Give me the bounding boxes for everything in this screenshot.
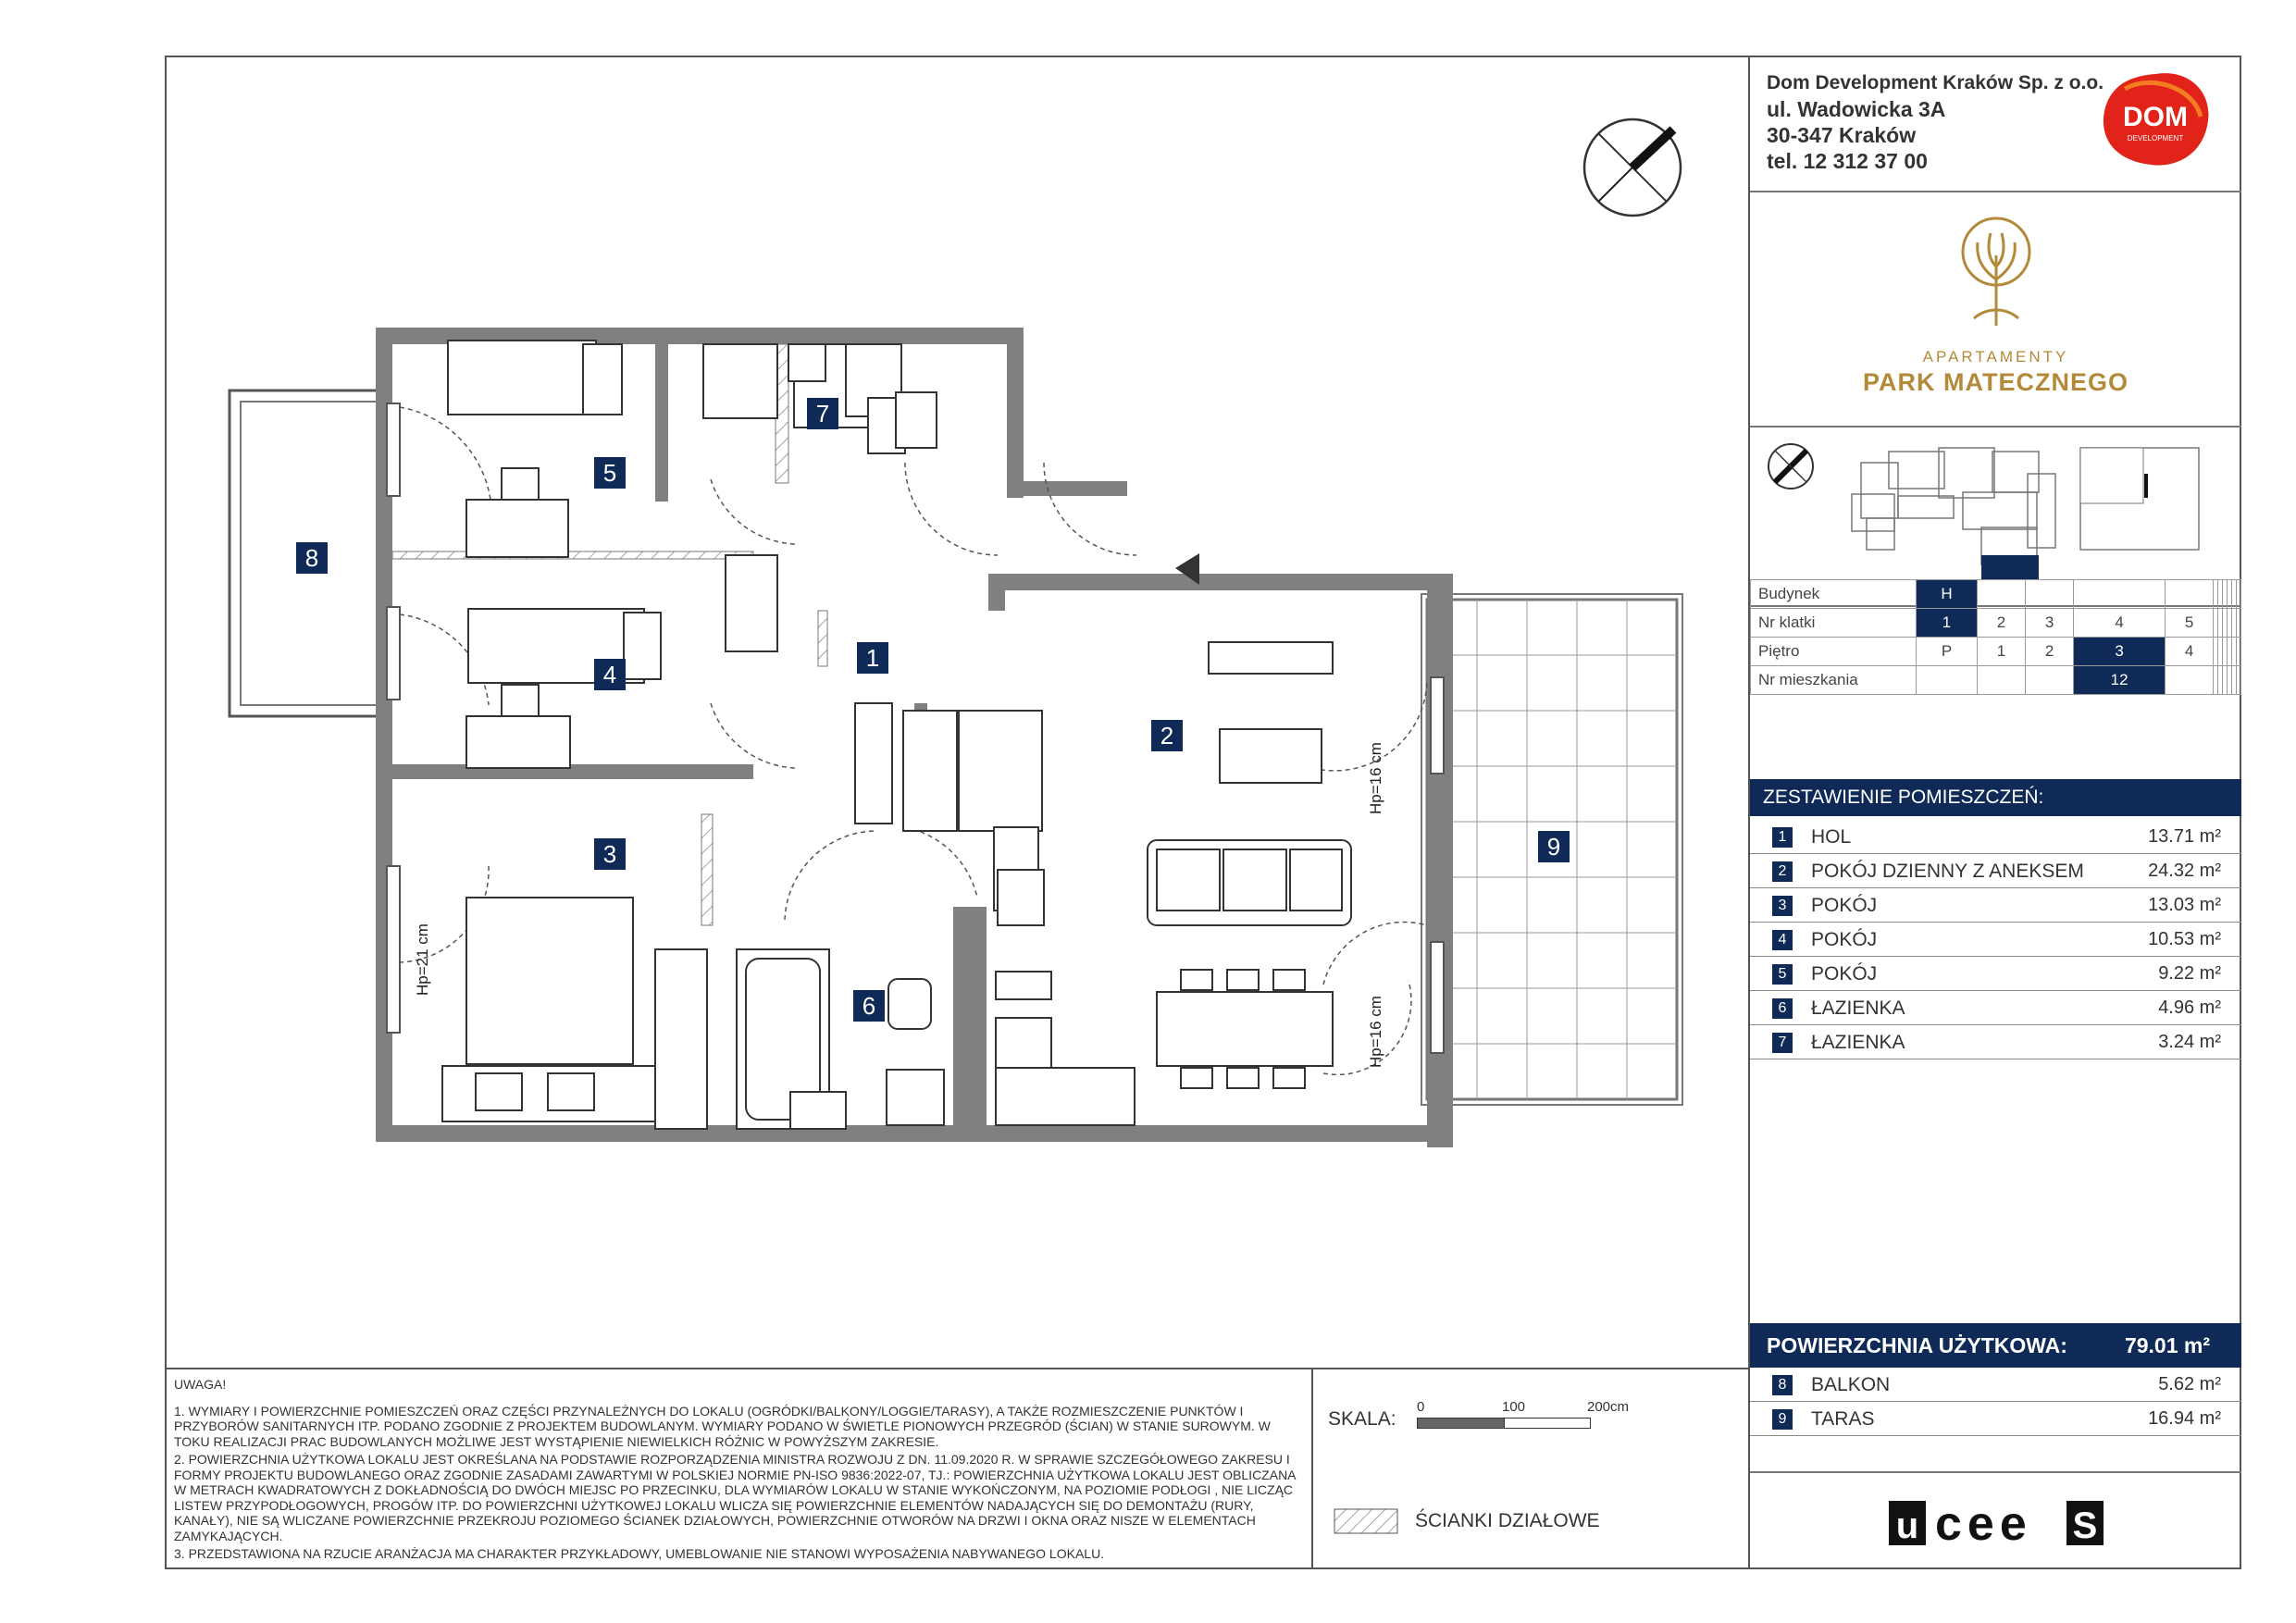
notes-block: [165, 1368, 1313, 1569]
pietro-3: 3: [2074, 638, 2166, 666]
hp-label-2: Hp=16 cm: [1367, 996, 1384, 1068]
plan-label-3: 3: [594, 838, 626, 870]
scale-legend-block: [1313, 1368, 1748, 1569]
klatka-4: 4: [2074, 609, 2166, 638]
dom-development-logo: [2097, 68, 2214, 170]
klatka-label: Nr klatki: [1751, 609, 1917, 638]
location-table: [1750, 579, 2241, 695]
scale-label: SKALA:: [1328, 1408, 1396, 1430]
klatka-5: 5: [2166, 609, 2214, 638]
furniture: [442, 341, 1351, 1129]
plan-label-8: 8: [296, 542, 328, 574]
row-klatka: [1751, 609, 2241, 638]
scale-tick-100: 100: [1502, 1399, 1526, 1415]
extra-row: 8 BALKON 5.62 m²: [1750, 1368, 2241, 1402]
scale-bar-dark: [1417, 1418, 1506, 1429]
plan-label-1: 1: [857, 642, 888, 674]
brand-block: [1750, 192, 2241, 427]
key-plan-north-arrow-icon: [1769, 444, 1813, 489]
company-phone: tel. 12 312 37 00: [1767, 149, 1928, 173]
company-street: ul. Wadowicka 3A: [1767, 97, 1946, 121]
budynek-label: Budynek: [1751, 580, 1917, 609]
plan-label-2: 2: [1151, 720, 1183, 751]
scale-bar-light: [1504, 1418, 1591, 1429]
pietro-1: 1: [1978, 638, 2026, 666]
row-budynek: [1751, 580, 2241, 609]
pietro-2: 2: [2026, 638, 2074, 666]
total-area-label: POWIERZCHNIA UŻYTKOWA:: [1767, 1333, 2067, 1357]
company-info: [1750, 56, 2241, 192]
plan-label-6: 6: [853, 990, 885, 1022]
budynek-value: H: [1917, 580, 1978, 609]
notes-paragraph-2: 2. POWIERZCHNIA UŻYTKOWA LOKALU JEST OKREŚLANA NA PODSTAWIE ROZPORZĄDZENIA MINISTRA ROZWOJU Z DN. 11.09.2020 R. W SPRAWIE SZCZEGÓŁOWEGO ZAKRESU I FORMY PROJEKTU BUDOWLANEGO ORAZ ZGODNIE ZASADAMI ZAWARTYMI W POLSKIEJ NORMIE PN-ISO 9836:2022-07, TJ.: POWIERZCHNIA UŻYTKOWA LOKALU JEST OBLICZANA W METRACH KWADRATOWYCH Z DOKŁADNOŚCIĄ DO DWÓCH MIEJSC PO PRZECINKU, DLA WYMIARÓW LOKALU W STANIE WYKOŃCZONYM, NA POZIOMIE PODŁOGI , NIE LICZĄC LISTEW PRZYPODŁOGOWYCH, PROGÓW ITP. DO POWIERZCHNI UŻYTKOWEJ LOKALU WLICZA SIĘ POWIERZCHNIE ELEMENTÓW NADAJĄCYCH SIĘ DO DEMONTAŻU (RURY, KANAŁY), NIE SĄ WLICZANE POWIERZCHNIE PRZEKROJU POZIOMEGO ŚCIANEK DZIAŁOWYCH, POWIERZCHNIE OTWORÓW NA DRZWI I OKNA ORAZ NISZE W ELEMENTACH ZAMYKAJĄCYCH.: [174, 1452, 1296, 1543]
row-mieszkanie: [1751, 666, 2241, 695]
uceeS-logo-block: [1750, 1471, 2241, 1569]
notes-title: UWAGA!: [174, 1377, 227, 1392]
plan-label-5: 5: [594, 457, 626, 489]
total-area: [1750, 1323, 2241, 1368]
floor-plan: [165, 56, 1748, 1368]
partition-walls-label: ŚCIANKI DZIAŁOWE: [1415, 1510, 1600, 1531]
hp-label-3: Hp=21 cm: [414, 923, 431, 996]
room-row: 7 ŁAZIENKA 3.24 m²: [1750, 1025, 2241, 1059]
plan-label-9: 9: [1538, 831, 1570, 862]
svg-text:S: S: [2072, 1505, 2098, 1546]
info-sidebar: [1748, 56, 2241, 1569]
company-name: Dom Development Kraków Sp. z o.o.: [1767, 72, 2104, 93]
svg-text:cee: cee: [1935, 1497, 2032, 1551]
room-row: 4 POKÓJ 10.53 m²: [1750, 923, 2241, 957]
scale-tick-0: 0: [1417, 1399, 1425, 1415]
extra-row: 9 TARAS 16.94 m²: [1750, 1402, 2241, 1436]
room-row: 3 POKÓJ 13.03 m²: [1750, 888, 2241, 923]
floor-plan-drawing: [165, 56, 1748, 1368]
klatka-1: 1: [1917, 609, 1978, 638]
klatka-3: 3: [2026, 609, 2074, 638]
brand-line-2: PARK MATECZNEGO: [1863, 368, 2128, 396]
scale-tick-200: 200cm: [1587, 1399, 1630, 1415]
tree-logo-icon: [1955, 215, 2037, 344]
pietro-label: Piętro: [1751, 638, 1917, 666]
svg-text:u: u: [1895, 1505, 1919, 1546]
room-row: 5 POKÓJ 9.22 m²: [1750, 957, 2241, 991]
svg-text:DOM: DOM: [2123, 102, 2188, 132]
partition-hatch-icon: [1334, 1508, 1398, 1536]
room-row: 2 POKÓJ DZIENNY Z ANEKSEM 24.32 m²: [1750, 854, 2241, 888]
row-pietro: [1751, 638, 2241, 666]
uceeS-logo: [1750, 1473, 2241, 1569]
company-city: 30-347 Kraków: [1767, 123, 1917, 147]
plan-label-7: 7: [807, 398, 838, 429]
svg-text:DEVELOPMENT: DEVELOPMENT: [2127, 134, 2184, 142]
total-area-value: 79.01 m²: [2124, 1333, 2210, 1357]
pietro-p: P: [1917, 638, 1978, 666]
mieszkanie-12: 12: [2074, 666, 2166, 695]
plan-label-4: 4: [594, 659, 626, 690]
hp-label-1: Hp=16 cm: [1367, 742, 1384, 814]
klatka-2: 2: [1978, 609, 2026, 638]
rooms-header: ZESTAWIENIE POMIESZCZEŃ:: [1750, 779, 2241, 816]
pietro-4: 4: [2166, 638, 2214, 666]
room-row: 1 HOL 13.71 m²: [1750, 820, 2241, 854]
room-row: 6 ŁAZIENKA 4.96 m²: [1750, 991, 2241, 1025]
brand-line-1: APARTAMENTY: [1922, 348, 2069, 365]
notes-paragraph-3: 3. PRZEDSTAWIONA NA RZUCIE ARANŻACJA MA CHARAKTER PRZYKŁADOWY, UMEBLOWANIE NIE STANOWI WYPOSAŻENIA NABYWANEGO LOKALU.: [174, 1546, 1105, 1561]
notes-paragraph-1: 1. WYMIARY I POWIERZCHNIE POMIESZCZEŃ ORAZ CZĘŚCI PRZYNALEŻNYCH DO LOKALU (OGRÓDKI/BALKONY/LOGGIE/TARASY), A TAKŻE ROZMIESZCZENIE PUNKTÓW I PRZYBORÓW SANITARNYCH ITP. PODANO ZGODNIE Z PROJEKTEM BUDOWLANYM. WYMIARY PODANO W ŚWIETLE PIONOWYCH PRZEGRÓD (ŚCIAN) W STANIE SUROWYM. W TOKU REALIZACJI PRAC BUDOWLANYCH MOŻLIWE JEST WYSTĄPIENIE NIEWIELKICH RÓŻNIC W POWYŻSZYM ZAKRESIE.: [174, 1403, 1271, 1449]
north-arrow-icon: [1584, 119, 1681, 216]
mieszkanie-label: Nr mieszkania: [1751, 666, 1917, 695]
